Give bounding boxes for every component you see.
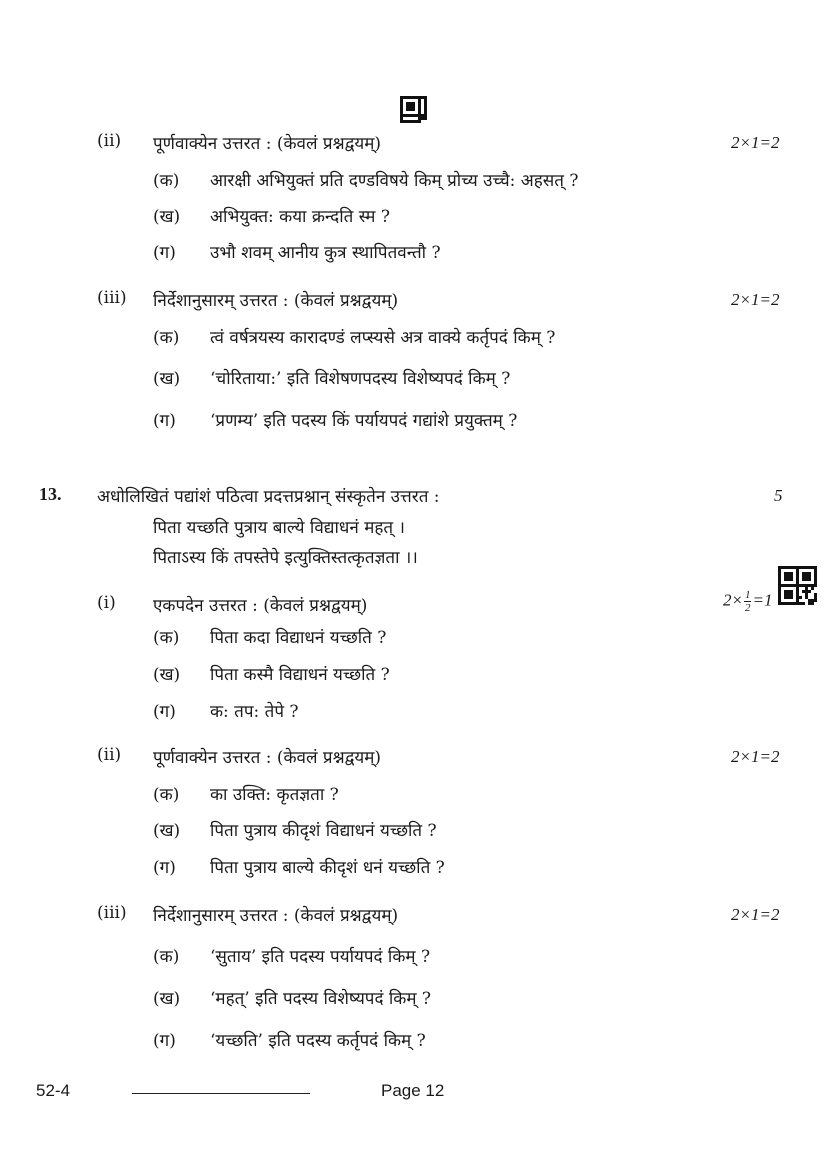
item-tag: (ग) — [153, 858, 176, 878]
marks: 2×1=2 — [731, 905, 780, 924]
item-tag: (ख) — [153, 207, 181, 227]
fraction — [744, 589, 752, 614]
paper-code: 52-4 — [36, 1081, 71, 1100]
verse-line: पिताऽस्य किं तपस्तेपे इत्युक्तिस्तत्कृतज्ञता ।। — [153, 548, 418, 568]
item-tag: (ख) — [153, 989, 181, 1009]
item-text: अभियुक्त: कया क्रन्दति स्म ? — [210, 207, 390, 227]
item-text: आरक्षी अभियुक्तं प्रति दण्डविषये किम् प्रोच्य उच्चै: अहसत् ? — [210, 171, 579, 191]
item-text: ‘चोरिताया:’ इति विशेषणपदस्य विशेष्यपदं किम् ? — [210, 369, 511, 389]
item-tag: (क) — [153, 328, 180, 348]
qr-code-icon — [400, 96, 427, 123]
page-number: Page 12 — [381, 1081, 445, 1100]
fraction-numerator: 1 — [744, 589, 751, 601]
part-label: (ii) — [97, 131, 122, 151]
item-tag: (क) — [153, 785, 180, 805]
item-tag: (ख) — [153, 821, 181, 841]
item-tag: (ख) — [153, 665, 181, 685]
footer-rule — [132, 1093, 310, 1094]
part-label: (ii) — [97, 745, 122, 765]
item-tag: (ख) — [153, 369, 181, 389]
item-text: ‘यच्छति’ इति पदस्य कर्तृपदं किम् ? — [210, 1031, 426, 1051]
item-text: का उक्ति: कृतज्ञता ? — [210, 785, 339, 805]
marks: 2×1=2 — [731, 747, 780, 766]
verse-line: पिता यच्छति पुत्राय बाल्ये विद्याधनं महत् । — [153, 518, 405, 538]
item-text: पिता पुत्राय कीदृशं विद्याधनं यच्छति ? — [210, 821, 437, 841]
part-heading: पूर्णवाक्येन उत्तरत : (केवलं प्रश्नद्वयम्) — [153, 134, 382, 154]
marks-prefix: 2× — [723, 590, 743, 610]
part-label: (iii) — [97, 288, 127, 308]
question-number: 13. — [39, 484, 62, 504]
fraction-denominator: 2 — [744, 602, 751, 614]
question-instruction: अधोलिखितं पद्यांशं पठित्वा प्रदत्तप्रश्नान् संस्कृतेन उत्तरत : — [97, 487, 440, 507]
item-tag: (ग) — [153, 243, 176, 263]
item-text: ‘सुताय’ इति पदस्य पर्यायपदं किम् ? — [210, 947, 431, 967]
item-text: उभौ शवम् आनीय कुत्र स्थापितवन्तौ ? — [210, 243, 441, 263]
part-heading: निर्देशानुसारम् उत्तरत : (केवलं प्रश्नद्वयम्) — [153, 291, 399, 311]
qr-code-icon — [778, 566, 817, 605]
part-heading: एकपदेन उत्तरत : (केवलं प्रश्नद्वयम्) — [153, 596, 368, 616]
part-heading: निर्देशानुसारम् उत्तरत : (केवलं प्रश्नद्वयम्) — [153, 906, 399, 926]
item-text: क: तप: तेपे ? — [210, 702, 299, 722]
marks: 2×1=2 — [731, 133, 780, 152]
qr-module — [814, 602, 817, 605]
item-tag: (ग) — [153, 1031, 176, 1051]
item-tag: (ग) — [153, 411, 176, 431]
item-text: पिता कदा विद्याधनं यच्छति ? — [210, 628, 387, 648]
marks: 5 — [774, 486, 783, 505]
marks: 2×1=2 — [731, 290, 780, 309]
item-text: पिता कस्मै विद्याधनं यच्छति ? — [210, 665, 390, 685]
item-tag: (क) — [153, 628, 180, 648]
item-tag: (क) — [153, 947, 180, 967]
item-text: पिता पुत्राय बाल्ये कीदृशं धनं यच्छति ? — [210, 858, 445, 878]
part-label: (i) — [97, 593, 116, 613]
item-tag: (क) — [153, 171, 180, 191]
qr-module — [424, 120, 427, 123]
item-text: ‘प्रणम्य’ इति पदस्य किं पर्यायपदं गद्यांशे प्रयुक्तम् ? — [210, 411, 518, 431]
part-label: (iii) — [97, 903, 127, 923]
part-heading: पूर्णवाक्येन उत्तरत : (केवलं प्रश्नद्वयम्) — [153, 748, 382, 768]
marks-suffix: =1 — [752, 590, 773, 610]
item-text: त्वं वर्षत्रयस्य कारादण्डं लप्स्यसे अत्र वाक्ये कर्तृपदं किम् ? — [210, 328, 556, 348]
item-text: ‘महत्’ इति पदस्य विशेष्यपदं किम् ? — [210, 989, 432, 1009]
marks — [723, 589, 772, 614]
item-tag: (ग) — [153, 702, 176, 722]
